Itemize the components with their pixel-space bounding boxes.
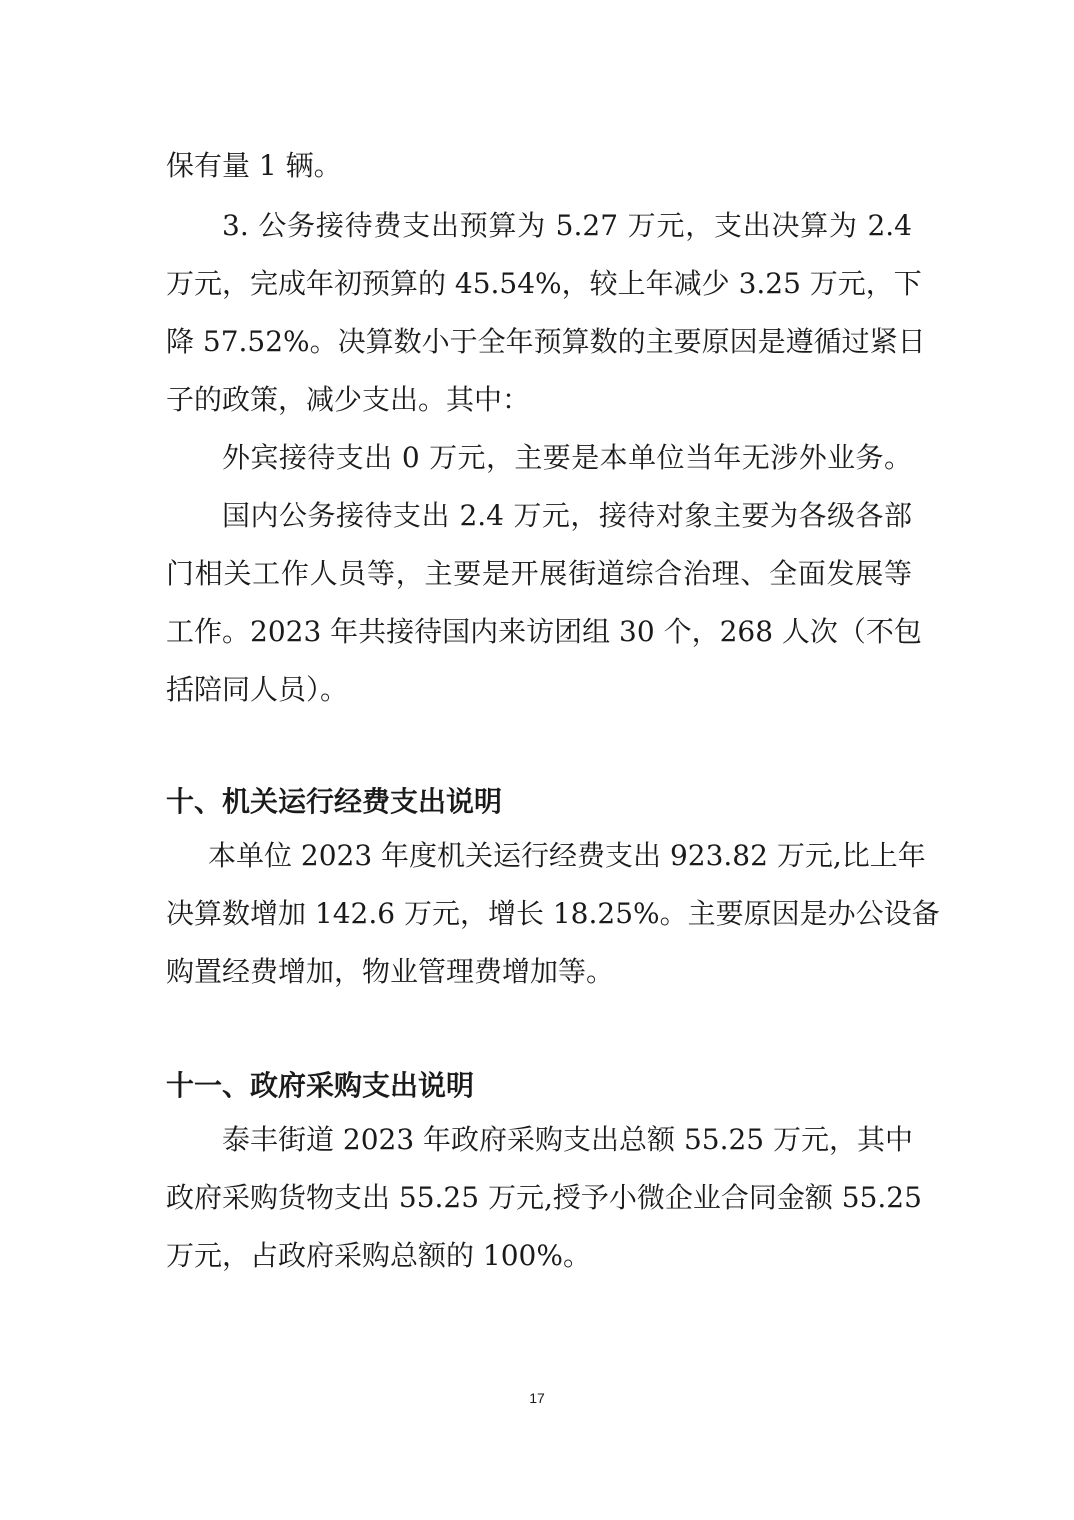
text-line: 降 57.52%。决算数小于全年预算数的主要原因是遵循过紧日 — [166, 325, 926, 358]
text-line: 购置经费增加，物业管理费增加等。 — [166, 955, 615, 988]
text-line: 门相关工作人员等，主要是开展街道综合治理、全面发展等 — [166, 557, 912, 590]
text-line: 3. 公务接待费支出预算为 5.27 万元，支出决算为 2.4 — [222, 209, 912, 242]
text-line: 本单位 2023 年度机关运行经费支出 923.82 万元,比上年 — [208, 839, 926, 872]
text-line: 工作。2023 年共接待国内来访团组 30 个，268 人次（不包 — [166, 615, 922, 648]
text-line: 国内公务接待支出 2.4 万元，接待对象主要为各级各部 — [222, 499, 912, 532]
section-heading-procurement: 十一、政府采购支出说明 — [166, 1069, 475, 1102]
text-line: 万元，完成年初预算的 45.54%，较上年减少 3.25 万元，下 — [166, 267, 922, 300]
page-number: 17 — [529, 1390, 545, 1406]
text-line: 外宾接待支出 0 万元，主要是本单位当年无涉外业务。 — [222, 441, 912, 474]
text-line: 泰丰街道 2023 年政府采购支出总额 55.25 万元，其中 — [222, 1123, 914, 1156]
text-line: 政府采购货物支出 55.25 万元,授予小微企业合同金额 55.25 — [166, 1181, 922, 1214]
text-line: 子的政策，减少支出。其中： — [166, 383, 531, 416]
text-line: 万元，占政府采购总额的 100%。 — [166, 1239, 591, 1272]
text-line: 括陪同人员）。 — [166, 673, 349, 706]
section-heading-operating-expenses: 十、机关运行经费支出说明 — [166, 785, 503, 818]
text-line: 保有量 1 辆。 — [166, 149, 342, 182]
text-line: 决算数增加 142.6 万元，增长 18.25%。主要原因是办公设备 — [166, 897, 940, 930]
